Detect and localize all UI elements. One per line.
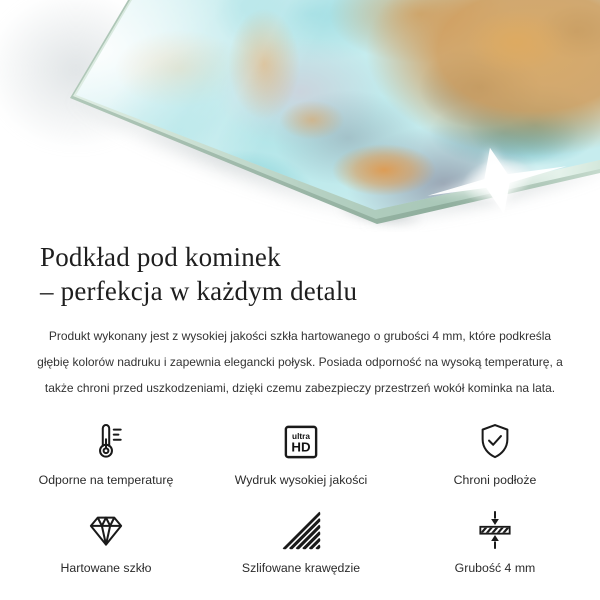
ultra-hd-icon	[279, 419, 323, 465]
shield-check-icon	[473, 419, 517, 465]
ultra-hd-badge-top: ultra	[292, 431, 310, 441]
sparkle-icon	[422, 131, 572, 231]
product-photo	[0, 0, 600, 232]
feature-item-print-quality	[212, 419, 390, 487]
feature-item-temperature	[0, 419, 212, 487]
feature-label: Hartowane szkło	[60, 561, 152, 575]
feature-item-tempered-glass	[0, 507, 212, 575]
polished-edges-icon	[279, 507, 323, 553]
feature-label: Chroni podłoże	[453, 473, 537, 487]
feature-grid	[0, 419, 600, 575]
feature-item-thickness	[390, 507, 600, 575]
feature-label: Wydruk wysokiej jakości	[234, 473, 368, 487]
feature-label: Szlifowane krawędzie	[241, 561, 361, 575]
thickness-4mm-icon	[473, 507, 517, 553]
product-description: Produkt wykonany jest z wysokiej jakości szkła hartowanego o grubości 4 mm, które podkreśla głębię kolorów nadruku i zapewnia elegancki połysk. Posiada odporność na wysoką temperaturę, a także chroni przed uszkodzeniami, dzięki czemu zabezpieczy przestrzeń wokół kominka na lata.	[37, 329, 563, 395]
feature-item-polished-edges	[212, 507, 390, 575]
diamond-icon	[84, 507, 128, 553]
feature-label: Grubość 4 mm	[454, 561, 536, 575]
ultra-hd-badge-bottom: HD	[291, 439, 311, 455]
thermometer-icon	[84, 419, 128, 465]
feature-label: Odporne na temperaturę	[38, 473, 174, 487]
page-title	[40, 240, 560, 308]
title-line-2: – perfekcja w każdym detalu	[40, 276, 358, 306]
feature-item-protects-floor	[390, 419, 600, 487]
title-line-1: Podkład pod kominek	[40, 242, 281, 272]
